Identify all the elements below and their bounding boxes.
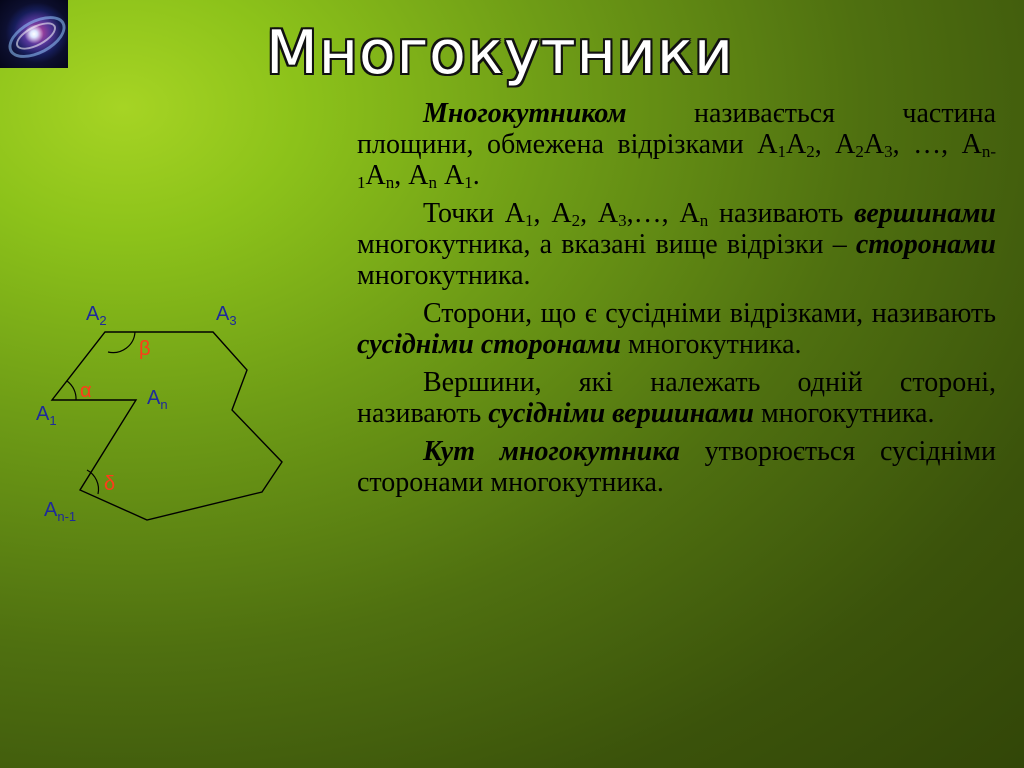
paragraph-polygon-definition: Многокутником називається частина площини, обмежена відрізками $А_1А_2$, $А_2А_3$, …, $А_{n-1}А_n$, $А_n$ $А_1$.	[357, 98, 996, 192]
term-polygon-angle: Кут многокутника	[423, 436, 680, 467]
term-adjacent-vertices: сусідніми вершинами	[488, 398, 754, 429]
angle-label-delta: δ	[104, 473, 116, 495]
paragraph-polygon-angle: Кут многокутника утворюється сусідніми сторонами многокутника.	[357, 436, 996, 498]
slide-title: Многокутники	[265, 18, 735, 88]
vertex-label-an-1: $А_{n-1}$	[44, 499, 77, 524]
term-sides: сторонами	[855, 229, 996, 260]
angle-arc-delta	[87, 470, 99, 494]
paragraph-vertices-sides: Точки $А_1$, $А_2$, $А_3,\dots$, $А_n$ називають вершинами многокутника, а вказані вище відрізки – сторонами многокутника.	[357, 198, 996, 291]
definition-text	[357, 98, 996, 505]
angle-arc-beta	[108, 332, 135, 353]
polygon-figure	[0, 290, 320, 540]
vertex-label-a2: $А_2$	[86, 303, 107, 328]
polygon-shape	[52, 332, 282, 520]
paragraph-adjacent-sides: Сторони, що є сусідніми відрізками, називають сусідніми сторонами многокутника.	[357, 298, 996, 360]
angle-label-beta: β	[139, 338, 151, 360]
term-polygon: Многокутником	[423, 98, 627, 129]
vertex-label-a3: $А_3$	[216, 303, 237, 328]
term-vertices: вершинами	[854, 198, 996, 229]
angle-label-alpha: α	[80, 380, 92, 402]
vertex-label-an: $А_n$	[147, 387, 168, 412]
paragraph-adjacent-vertices: Вершини, які належать одній стороні, називають сусідніми вершинами многокутника.	[357, 367, 996, 429]
angle-arc-alpha	[67, 381, 76, 400]
term-adjacent-sides: сусідніми сторонами	[357, 329, 621, 360]
vertex-label-a1: $А_1$	[36, 403, 57, 428]
